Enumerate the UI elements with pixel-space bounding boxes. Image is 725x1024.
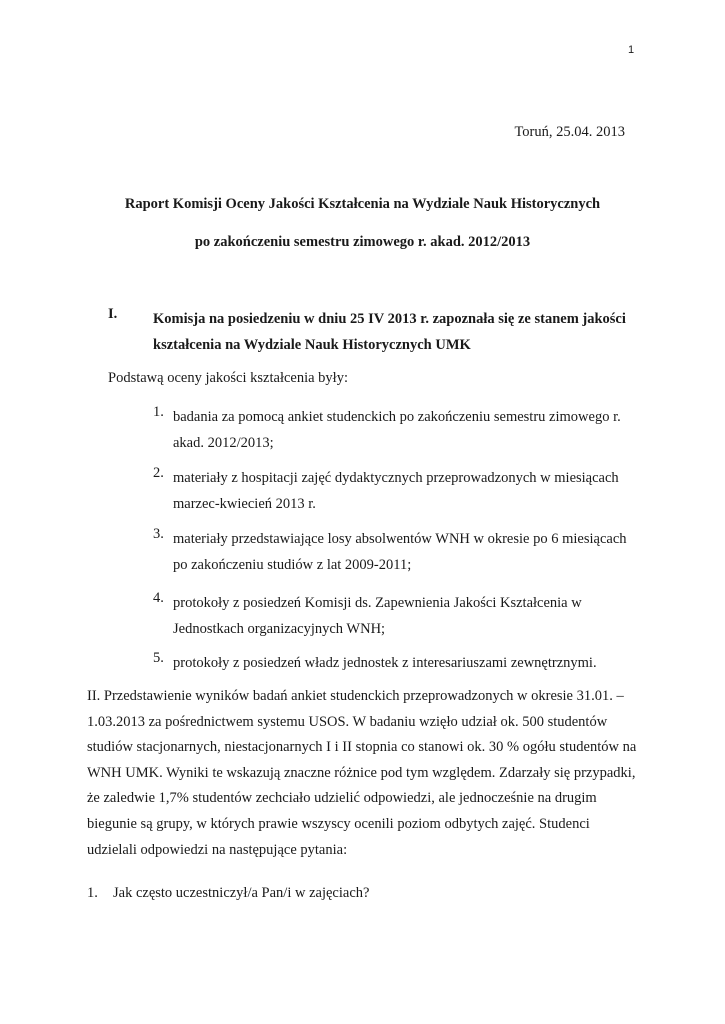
document-date: Toruń, 25.04. 2013 — [514, 124, 625, 140]
basis-intro: Podstawą oceny jakości kształcenia były: — [108, 370, 348, 386]
list-item-number: 1. — [153, 404, 164, 420]
list-item-number: 5. — [153, 650, 164, 666]
list-item — [153, 404, 643, 456]
section-one-numeral: I. — [108, 306, 118, 322]
section-one — [108, 306, 648, 358]
list-item-number: 4. — [153, 590, 164, 606]
page-number: 1 — [628, 44, 635, 56]
report-title-line-2: po zakończeniu semestru zimowego r. akad. 2012/2013 — [194, 234, 531, 250]
list-item — [153, 465, 643, 517]
list-item — [153, 590, 643, 642]
section-one-text: Komisja na posiedzeniu w dniu 25 IV 2013 r. zapoznała się ze stanem jakości kształcenia na Wydziale Nauk Historycznych UMK — [153, 311, 626, 353]
question-text: Jak często uczestniczył/a Pan/i w zajęciach? — [113, 885, 370, 901]
list-item-number: 3. — [153, 526, 164, 542]
list-item-text: protokoły z posiedzeń Komisji ds. Zapewnienia Jakości Kształcenia w Jednostkach organizacyjnych WNH; — [173, 595, 582, 637]
report-title-line-1: Raport Komisji Oceny Jakości Kształcenia na Wydziale Nauk Historycznych — [124, 196, 601, 212]
list-item-text: materiały z hospitacji zajęć dydaktycznych przeprowadzonych w miesiącach marzec-kwiecień 2013 r. — [173, 470, 619, 512]
question-number: 1. — [87, 885, 98, 901]
list-item — [153, 650, 643, 676]
list-item-number: 2. — [153, 465, 164, 481]
list-item-text: materiały przedstawiające losy absolwentów WNH w okresie po 6 miesiącach po zakończeniu studiów z lat 2009-2011; — [173, 531, 627, 573]
question-item — [87, 885, 369, 902]
section-two-paragraph: II. Przedstawienie wyników badań ankiet studenckich przeprowadzonych w okresie 31.01. – 1.03.2013 za pośrednictwem systemu USOS. W badaniu wzięło udział ok. 500 studentów studiów stacjonarnych, niestacjonarnych I i II stopnia co stanowi ok. 30 % ogółu studentów na WNH UMK. Wyniki te wskazują znaczne różnice pod tym względem. Zdarzały się przypadki, że zaledwie 1,7% studentów zechciało udzielić odpowiedzi, ale jednocześnie na drugim biegunie są grupy, w których prawie wszyscy ocenili poziom odbytych zajęć. Studenci udzielali odpowiedzi na następujące pytania: — [87, 688, 637, 858]
list-item — [153, 526, 643, 578]
list-item-text: protokoły z posiedzeń władz jednostek z interesariuszami zewnętrznymi. — [173, 655, 597, 671]
list-item-text: badania za pomocą ankiet studenckich po zakończeniu semestru zimowego r. akad. 2012/2013; — [173, 409, 621, 451]
